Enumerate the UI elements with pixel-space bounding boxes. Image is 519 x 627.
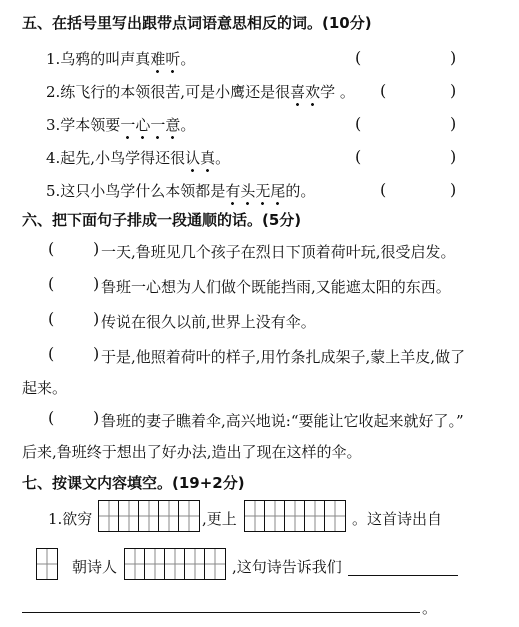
grid-cell[interactable] <box>179 501 199 531</box>
section6-title: 六、把下面句子排成一段通顺的话。(5分) <box>22 211 302 229</box>
item-text: 4.起先,小鸟学得还很 <box>46 149 186 167</box>
item-text-end: 。 <box>180 50 196 68</box>
order-paren-close-5[interactable]: ) <box>93 408 100 427</box>
answer-blank-line-1[interactable] <box>348 575 458 576</box>
answer-grid-1[interactable] <box>98 500 200 532</box>
item-text: 2.练飞行的本领很苦,可是小鹰还是很 <box>46 83 291 101</box>
item-text: 3.学本领要 <box>46 116 121 134</box>
grid-cell[interactable] <box>159 501 179 531</box>
grid-cell[interactable] <box>325 501 345 531</box>
end-mark: 。 <box>422 599 438 617</box>
answer-paren-close-5[interactable]: ) <box>450 180 457 199</box>
answer-paren-close-4[interactable]: ) <box>450 147 457 166</box>
sentence-5-continuation: 后来,鲁班终于想出了好办法,造出了现在这样的伞。 <box>22 443 362 461</box>
q1-suffix: 。这首诗出自 <box>352 510 443 528</box>
order-paren-close-1[interactable]: ) <box>93 239 100 258</box>
grid-cell[interactable] <box>99 501 119 531</box>
answer-paren-open-5[interactable]: ( <box>380 180 387 199</box>
grid-cell[interactable] <box>37 549 57 579</box>
dotted-word: 难听 <box>150 50 181 68</box>
answer-paren-close-3[interactable]: ) <box>450 114 457 133</box>
grid-cell[interactable] <box>245 501 265 531</box>
answer-paren-open-4[interactable]: ( <box>355 147 362 166</box>
grid-cell[interactable] <box>205 549 225 579</box>
order-paren-open-5[interactable]: ( <box>48 408 55 427</box>
answer-blank-line-2[interactable] <box>22 612 420 613</box>
item-text-end: 学 。 <box>320 83 355 101</box>
grid-cell[interactable] <box>139 501 159 531</box>
answer-paren-close-2[interactable]: ) <box>450 81 457 100</box>
item-text: 1.乌鸦的叫声真 <box>46 50 151 68</box>
grid-cell[interactable] <box>125 549 145 579</box>
grid-cell[interactable] <box>185 549 205 579</box>
section5-item-5 <box>46 180 315 201</box>
grid-cell[interactable] <box>285 501 305 531</box>
answer-grid-3[interactable] <box>36 548 58 580</box>
answer-grid-2[interactable] <box>244 500 346 532</box>
order-paren-open-4[interactable]: ( <box>48 344 55 363</box>
answer-paren-close-1[interactable]: ) <box>450 48 457 67</box>
section5-item-2 <box>46 81 355 102</box>
grid-cell[interactable] <box>265 501 285 531</box>
item-text-end: 。 <box>180 116 196 134</box>
dotted-word: 有头无尾 <box>225 182 286 200</box>
answer-paren-open-1[interactable]: ( <box>355 48 362 67</box>
sentence-5: 鲁班的妻子瞧着伞,高兴地说:“要能让它收起来就好了。” <box>101 412 464 430</box>
item-text-end: 的。 <box>285 182 316 200</box>
grid-cell[interactable] <box>119 501 139 531</box>
q1-middle: ,更上 <box>202 510 237 528</box>
order-paren-open-2[interactable]: ( <box>48 274 55 293</box>
grid-cell[interactable] <box>165 549 185 579</box>
dotted-word: 认真 <box>185 149 216 167</box>
row2-suffix: ,这句诗告诉我们 <box>232 558 342 576</box>
section5-title: 五、在括号里写出跟带点词语意思相反的词。(10分) <box>22 14 372 32</box>
order-paren-close-4[interactable]: ) <box>93 344 100 363</box>
dotted-word: 一心一意 <box>120 116 181 134</box>
section5-item-3 <box>46 114 195 135</box>
answer-grid-4[interactable] <box>124 548 226 580</box>
answer-paren-open-3[interactable]: ( <box>355 114 362 133</box>
sentence-2: 鲁班一心想为人们做个既能挡雨,又能遮太阳的东西。 <box>101 278 451 296</box>
q1-prefix: 1.欲穷 <box>48 510 93 528</box>
section5-item-4 <box>46 147 230 168</box>
item-text-end: 。 <box>215 149 231 167</box>
sentence-4-continuation: 起来。 <box>22 379 68 397</box>
section7-title: 七、按课文内容填空。(19+2分) <box>22 474 245 492</box>
order-paren-close-3[interactable]: ) <box>93 309 100 328</box>
grid-cell[interactable] <box>145 549 165 579</box>
row2-middle: 朝诗人 <box>72 558 118 576</box>
answer-paren-open-2[interactable]: ( <box>380 81 387 100</box>
grid-cell[interactable] <box>305 501 325 531</box>
item-text: 5.这只小鸟学什么本领都是 <box>46 182 226 200</box>
dotted-word: 喜欢 <box>290 83 321 101</box>
order-paren-close-2[interactable]: ) <box>93 274 100 293</box>
section5-item-1 <box>46 48 195 69</box>
order-paren-open-3[interactable]: ( <box>48 309 55 328</box>
order-paren-open-1[interactable]: ( <box>48 239 55 258</box>
sentence-3: 传说在很久以前,世界上没有伞。 <box>101 313 316 331</box>
sentence-1: 一天,鲁班见几个孩子在烈日下顶着荷叶玩,很受启发。 <box>101 243 456 261</box>
sentence-4: 于是,他照着荷叶的样子,用竹条扎成架子,蒙上羊皮,做了 <box>101 348 466 366</box>
